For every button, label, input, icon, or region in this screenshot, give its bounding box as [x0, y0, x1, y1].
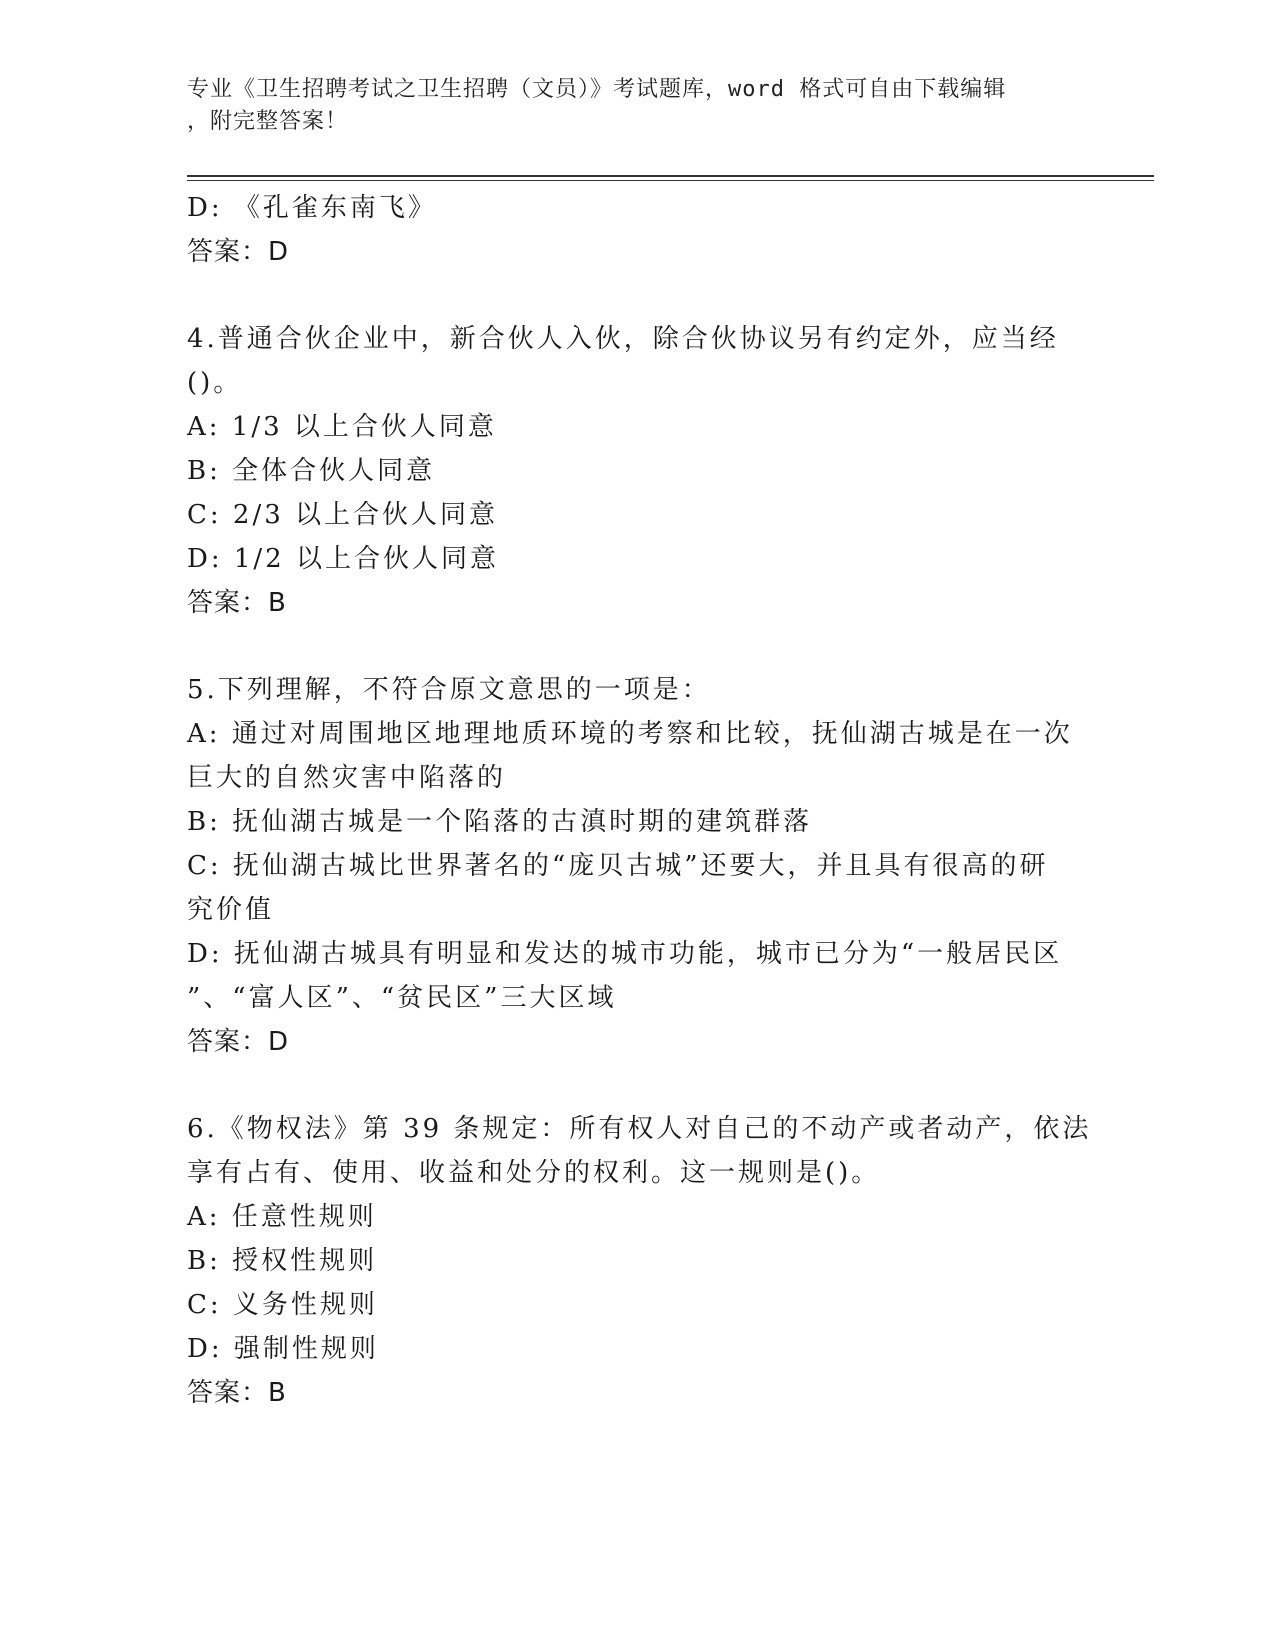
q6-answer: 答案：B — [187, 1378, 287, 1408]
q4-option-c: C: 2/3 以上合伙人同意 — [187, 500, 499, 530]
header-divider-thick — [187, 175, 1154, 177]
q6-option-d: D: 强制性规则 — [187, 1334, 379, 1364]
q6-stem-line-1: 6.《物权法》第 39 条规定：所有权人对自己的不动产或者动产，依法 — [187, 1114, 1092, 1144]
q4-option-b: B: 全体合伙人同意 — [187, 456, 436, 486]
q4-answer: 答案：B — [187, 588, 287, 618]
q6-option-c: C: 义务性规则 — [187, 1290, 378, 1320]
q5-option-b: B: 抚仙湖古城是一个陷落的古滇时期的建筑群落 — [187, 807, 813, 837]
q5-option-c-line-1: C: 抚仙湖古城比世界著名的“庞贝古城”还要大，并且具有很高的研 — [187, 851, 1049, 881]
q3-option-d: D: 《孔雀东南飞》 — [187, 193, 437, 223]
q6-stem-line-2: 享有占有、使用、收益和处分的权利。这一规则是()。 — [187, 1158, 881, 1188]
header-line-1: 专业《卫生招聘考试之卫生招聘（文员）》考试题库，word 格式可自由下载编辑 — [187, 77, 1007, 102]
q6-option-a: A: 任意性规则 — [187, 1202, 377, 1232]
q6-option-b: B: 授权性规则 — [187, 1246, 378, 1276]
q5-stem-line-1: 5.下列理解，不符合原文意思的一项是： — [187, 675, 711, 705]
q5-option-a-line-2: 巨大的自然灾害中陷落的 — [187, 763, 507, 793]
q3-answer: 答案：D — [187, 237, 290, 267]
q4-stem-line-1: 4.普通合伙企业中，新合伙人入伙，除合伙协议另有约定外，应当经 — [187, 324, 1059, 354]
q4-stem-line-2: ()。 — [187, 368, 243, 398]
q5-option-d-line-2: ”、“富人区”、“贫民区”三大区域 — [187, 983, 617, 1013]
q5-answer: 答案：D — [187, 1027, 290, 1057]
q4-option-d: D: 1/2 以上合伙人同意 — [187, 544, 499, 574]
q4-option-a: A: 1/3 以上合伙人同意 — [187, 412, 497, 442]
page-header — [187, 74, 1067, 138]
header-divider-thin — [187, 180, 1154, 181]
q5-option-a-line-1: A: 通过对周围地区地理地质环境的考察和比较，抚仙湖古城是在一次 — [187, 719, 1073, 749]
q5-option-c-line-2: 究价值 — [187, 895, 275, 925]
header-line-2: ，附完整答案！ — [187, 109, 349, 134]
q5-option-d-line-1: D: 抚仙湖古城具有明显和发达的城市功能，城市已分为“一般居民区 — [187, 939, 1063, 969]
